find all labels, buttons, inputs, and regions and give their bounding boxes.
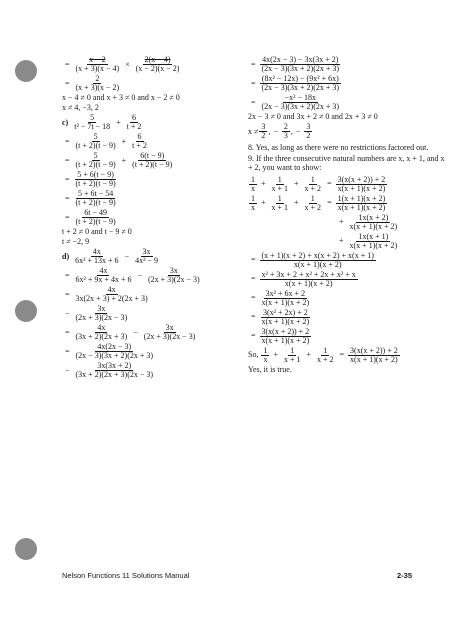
page-number: 2-35 bbox=[397, 571, 413, 580]
punch-hole-bottom bbox=[15, 538, 37, 560]
equation-line: = $\frac{\text{x² + 3x + 2 + x² + 2x + x² + x}}{x(x + 1)(x + 2)}$ bbox=[251, 269, 356, 288]
equation-line: = $\frac{4x}{3x(2x + 3) + 2(2x + 3)}$ bbox=[65, 285, 148, 303]
equation-line: − $\frac{3x(3x + 2)}{(3x + 2)(2x + 3)(2x - 3)}$ bbox=[65, 361, 154, 379]
equation-line: = $\frac{2}{(x + 3)(x - 2)}$ bbox=[65, 74, 120, 92]
equation-line: = $\frac{\text{3x² + 6x + 2}}{x(x + 1)(x + 2)}$ bbox=[251, 288, 310, 307]
equation-line: = $\frac{\text{−x² − 18x}}{(2x - 3)(3x + 2)(2x + 3)}$ bbox=[251, 93, 340, 111]
equation-line: = $\frac{3(x(x + 2)) + 2}{x(x + 1)(x + 2)}$ bbox=[251, 326, 310, 345]
equation-line: = $\frac{4x}{(3x + 2)(2x + 3)}$ − $\frac{3x}{(2x + 3)(2x - 3)}$ bbox=[65, 323, 196, 341]
fraction: $\frac{2(x - 4)}{(x - 2)(x - 2)}$ bbox=[135, 55, 180, 73]
left-column bbox=[62, 56, 232, 381]
equation-line: $\frac{1}{x}$ + $\frac{1}{x + 1}$ + $\frac{1}{x + 2}$ = $\frac{3(x(x + 2)) + 2}{x(x + 1)(x + 2)}$ bbox=[251, 174, 386, 193]
right-column bbox=[248, 56, 448, 376]
restriction-result: x ≠ 4, −3, 2 bbox=[62, 103, 99, 112]
equation-line: = $\frac{4x(2x - 3)}{(2x - 3)(3x + 2)(2x + 3)}$ bbox=[65, 342, 154, 360]
equation-line: = $\frac{(x + 1)(x + 2) + x(x + 2) + x(x + 1)}{x(x + 1)(x + 2)}$ bbox=[251, 250, 374, 269]
fraction: $\frac{2}{(x + 3)(x - 2)}$ bbox=[75, 74, 120, 92]
equation-line: = $\frac{5 + 6t - 54}{(t + 2)(t - 9)}$ bbox=[65, 189, 116, 207]
equation-line: + $\frac{1x(x + 2)}{x(x + 1)(x + 2)}$ bbox=[339, 212, 398, 231]
equation-line: = $\frac{5}{(t + 2)(t - 9)}$ + $\frac{6}{t + 2}$ bbox=[65, 132, 147, 150]
fraction: $\frac{x - 2}{(x + 3)(x - 4)}$ bbox=[75, 55, 120, 73]
footer-title: Nelson Functions 11 Solutions Manual bbox=[62, 571, 190, 580]
equation-line: So, $\frac{1}{x}$ + $\frac{1}{x + 1}$ + $\frac{1}{x + 2}$ = $\frac{3(x(x + 2)) + 2}{x(x + 1)(x + 2)}$ bbox=[248, 345, 398, 364]
equation-line: = $\frac{\text{(8x² − 12x) − (9x² + 6x)}}{(2x - 3)(3x + 2)(2x + 3)}$ bbox=[251, 74, 340, 92]
equation-line: − $\frac{3x}{(2x + 3)(2x - 3)}$ bbox=[65, 304, 128, 322]
restriction-line: t + 2 ≠ 0 and t − 9 ≠ 0 bbox=[62, 227, 132, 236]
equation-line: = $\frac{5 + 6(t - 9)}{(t + 2)(t - 9)}$ bbox=[65, 170, 116, 188]
equation-line: = $\frac{5}{(t + 2)(t - 9)}$ + $\frac{6(t - 9)}{(t + 2)(t - 9)}$ bbox=[65, 151, 173, 169]
part-d-label: d) bbox=[62, 251, 70, 261]
equation-line: = $\frac{\text{3(x² + 2x) + 2}}{x(x + 1)(x + 2)}$ bbox=[251, 307, 310, 326]
punch-hole-middle bbox=[15, 300, 37, 322]
question-9: 9. If the three consecutive natural numbers are x, x + 1, and x + 2, you want to show: bbox=[248, 154, 445, 173]
punch-hole-top bbox=[15, 60, 37, 82]
equation-line: = $\frac{4x}{\text{6x² + 9x + 4x + 6}}$ − $\frac{3x}{(2x + 3)(2x - 3)}$ bbox=[65, 266, 200, 284]
equation-line: + $\frac{1x(x + 1)}{x(x + 1)(x + 2)}$ bbox=[339, 231, 398, 250]
equation-line: $\frac{1}{x}$ + $\frac{1}{x + 1}$ + $\frac{1}{x + 2}$ = $\frac{1(x + 1)(x + 2)}{x(x + 1)(x + 2)}$ bbox=[251, 193, 386, 212]
equation-line: = $\frac{6t - 49}{(t + 2)(t - 9)}$ bbox=[65, 208, 116, 226]
restriction-line: 2x − 3 ≠ 0 and 3x + 2 ≠ 0 and 2x + 3 ≠ 0 bbox=[248, 112, 378, 121]
equation-line: d) $\frac{4x}{\text{6x² + 13x + 6}}$ − $\frac{3x}{\text{4x² − 9}}$ bbox=[62, 247, 158, 265]
restriction-line: x − 4 ≠ 0 and x + 3 ≠ 0 and x − 2 ≠ 0 bbox=[62, 93, 180, 102]
question-8: 8. Yes, as long as there were no restrictions factored out. bbox=[248, 143, 429, 152]
restriction-result: x ≠ $\frac{3}{2}$ , − $\frac{2}{3}$ , − $\frac{3}{2}$ bbox=[248, 122, 311, 140]
equation-line: = $\frac{4x(2x - 3) - 3x(3x + 2)}{(2x - 3)(3x + 2)(2x + 3)}$ bbox=[251, 55, 340, 73]
restriction-result: t ≠ −2, 9 bbox=[62, 237, 90, 246]
equation-line: = $\frac{x - 2}{(x + 3)(x - 4)}$ × $\frac{2(x - 4)}{(x - 2)(x - 2)}$ bbox=[65, 55, 180, 73]
equation-line: c) $\frac{5}{\text{t² − 7t − 18}}$ + $\frac{6}{t + 2}$ bbox=[62, 113, 142, 131]
conclusion: Yes, it is true. bbox=[248, 364, 292, 374]
part-c-label: c) bbox=[62, 117, 69, 127]
